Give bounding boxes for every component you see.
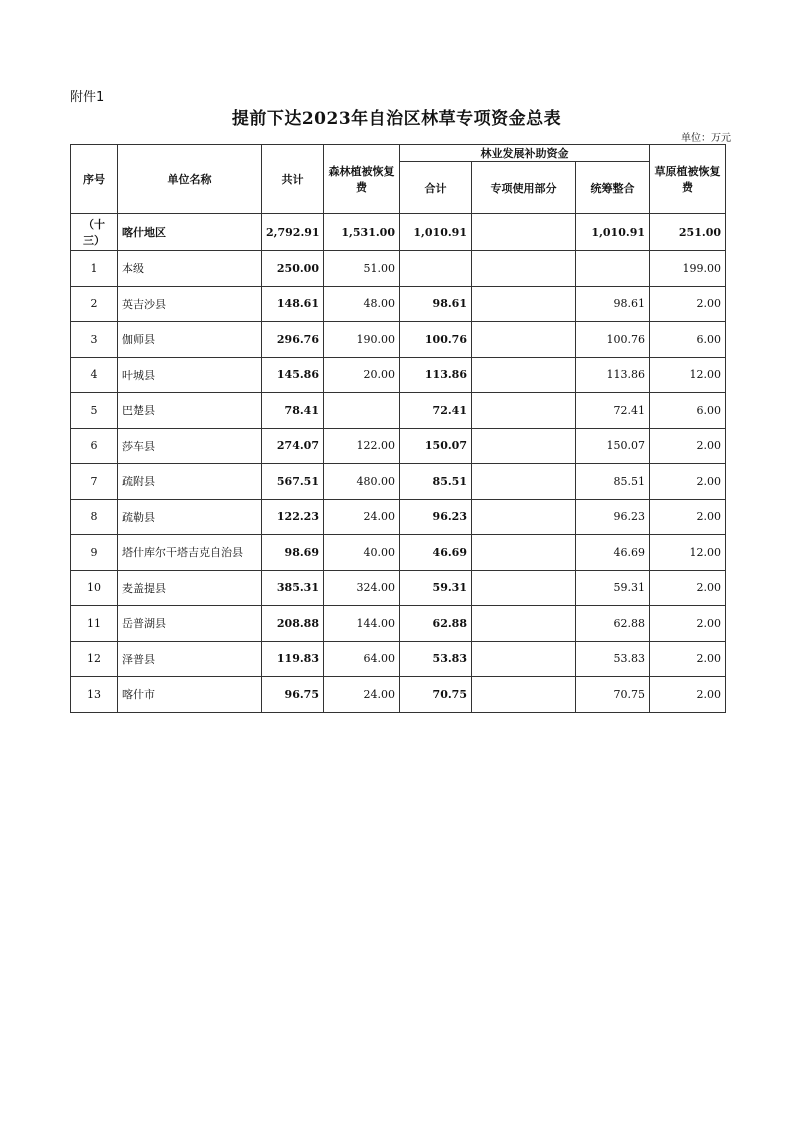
row-total: 296.76 [262,322,324,358]
row-forest: 24.00 [324,677,400,713]
row-special [472,464,576,500]
row-total: 567.51 [262,464,324,500]
row-overall: 70.75 [576,677,650,713]
row-special [472,677,576,713]
row-name: 本级 [118,251,262,287]
row-special [472,322,576,358]
row-overall: 72.41 [576,393,650,429]
row-grass: 2.00 [650,428,726,464]
group-forest: 1,531.00 [324,214,400,251]
row-forest: 20.00 [324,357,400,393]
row-seq: 9 [71,535,118,571]
unit-note: 单位：万元 [681,133,731,144]
table-row [71,677,726,713]
table-row [71,535,726,571]
row-overall: 59.31 [576,570,650,606]
table-row [71,606,726,642]
row-grass: 2.00 [650,570,726,606]
row-grass: 12.00 [650,535,726,571]
row-grass: 2.00 [650,606,726,642]
row-overall: 150.07 [576,428,650,464]
row-seq: 3 [71,322,118,358]
group-overall: 1,010.91 [576,214,650,251]
row-forest: 51.00 [324,251,400,287]
row-seq: 5 [71,393,118,429]
row-grass: 2.00 [650,641,726,677]
row-name: 伽师县 [118,322,262,358]
table-row [71,641,726,677]
row-forest: 190.00 [324,322,400,358]
row-name: 疏勒县 [118,499,262,535]
header-dev-group: 林业发展补助资金 [400,145,650,162]
row-total: 385.31 [262,570,324,606]
row-special [472,641,576,677]
row-seq: 11 [71,606,118,642]
row-forest: 48.00 [324,286,400,322]
row-seq: 7 [71,464,118,500]
row-dev-sum: 72.41 [400,393,472,429]
row-total: 122.23 [262,499,324,535]
row-grass: 2.00 [650,464,726,500]
row-grass: 6.00 [650,322,726,358]
row-special [472,357,576,393]
attachment-label: 附件1 [70,90,105,105]
row-overall: 113.86 [576,357,650,393]
row-dev-sum: 53.83 [400,641,472,677]
row-overall [576,251,650,287]
header-seq: 序号 [71,145,118,214]
group-dev-sum: 1,010.91 [400,214,472,251]
row-grass: 12.00 [650,357,726,393]
table-row [71,286,726,322]
row-dev-sum: 46.69 [400,535,472,571]
row-dev-sum: 100.76 [400,322,472,358]
row-special [472,570,576,606]
table-row [71,428,726,464]
row-seq: 4 [71,357,118,393]
row-special [472,286,576,322]
row-overall: 98.61 [576,286,650,322]
row-dev-sum: 59.31 [400,570,472,606]
row-forest: 144.00 [324,606,400,642]
row-overall: 85.51 [576,464,650,500]
row-seq: 1 [71,251,118,287]
row-grass: 2.00 [650,286,726,322]
row-grass: 199.00 [650,251,726,287]
row-special [472,535,576,571]
row-seq: 12 [71,641,118,677]
row-name: 英吉沙县 [118,286,262,322]
row-total: 145.86 [262,357,324,393]
group-total: 2,792.91 [262,214,324,251]
row-grass: 2.00 [650,499,726,535]
group-seq: （十三） [71,214,118,251]
row-forest: 64.00 [324,641,400,677]
row-dev-sum: 62.88 [400,606,472,642]
row-name: 巴楚县 [118,393,262,429]
table-body [71,214,726,713]
row-name: 疏附县 [118,464,262,500]
fund-table [70,144,726,713]
row-overall: 62.88 [576,606,650,642]
header-total: 共计 [262,145,324,214]
row-name: 叶城县 [118,357,262,393]
row-forest: 324.00 [324,570,400,606]
header-forest: 森林植被恢复费 [324,145,400,214]
table-row [71,464,726,500]
table-row [71,357,726,393]
header-row-top [71,145,726,162]
row-dev-sum [400,251,472,287]
row-overall: 96.23 [576,499,650,535]
row-dev-sum: 96.23 [400,499,472,535]
row-special [472,251,576,287]
page-title: 提前下达2023年自治区林草专项资金总表 [231,109,562,129]
row-forest: 480.00 [324,464,400,500]
row-total: 78.41 [262,393,324,429]
group-row [71,214,726,251]
row-name: 塔什库尔干塔吉克自治县 [118,535,262,571]
row-seq: 10 [71,570,118,606]
table-row [71,393,726,429]
row-special [472,606,576,642]
row-name: 泽普县 [118,641,262,677]
row-forest [324,393,400,429]
header-unit-name: 单位名称 [118,145,262,214]
row-dev-sum: 98.61 [400,286,472,322]
row-name: 喀什市 [118,677,262,713]
row-overall: 46.69 [576,535,650,571]
group-grass: 251.00 [650,214,726,251]
row-total: 96.75 [262,677,324,713]
table-row [71,570,726,606]
row-seq: 13 [71,677,118,713]
row-seq: 6 [71,428,118,464]
row-overall: 53.83 [576,641,650,677]
row-special [472,393,576,429]
row-grass: 2.00 [650,677,726,713]
row-total: 208.88 [262,606,324,642]
row-special [472,428,576,464]
row-name: 莎车县 [118,428,262,464]
row-total: 98.69 [262,535,324,571]
row-total: 250.00 [262,251,324,287]
row-total: 148.61 [262,286,324,322]
row-dev-sum: 85.51 [400,464,472,500]
header-grass: 草原植被恢复费 [650,145,726,214]
row-total: 119.83 [262,641,324,677]
row-overall: 100.76 [576,322,650,358]
row-dev-sum: 70.75 [400,677,472,713]
table-row [71,322,726,358]
header-dev-sum: 合计 [400,162,472,214]
row-seq: 8 [71,499,118,535]
group-special [472,214,576,251]
row-name: 麦盖提县 [118,570,262,606]
table-row [71,499,726,535]
row-dev-sum: 113.86 [400,357,472,393]
header-special: 专项使用部分 [472,162,576,214]
row-grass: 6.00 [650,393,726,429]
table-row [71,251,726,287]
row-dev-sum: 150.07 [400,428,472,464]
row-total: 274.07 [262,428,324,464]
row-name: 岳普湖县 [118,606,262,642]
header-overall: 统筹整合 [576,162,650,214]
row-forest: 122.00 [324,428,400,464]
group-name: 喀什地区 [118,214,262,251]
row-forest: 24.00 [324,499,400,535]
row-forest: 40.00 [324,535,400,571]
row-seq: 2 [71,286,118,322]
row-special [472,499,576,535]
